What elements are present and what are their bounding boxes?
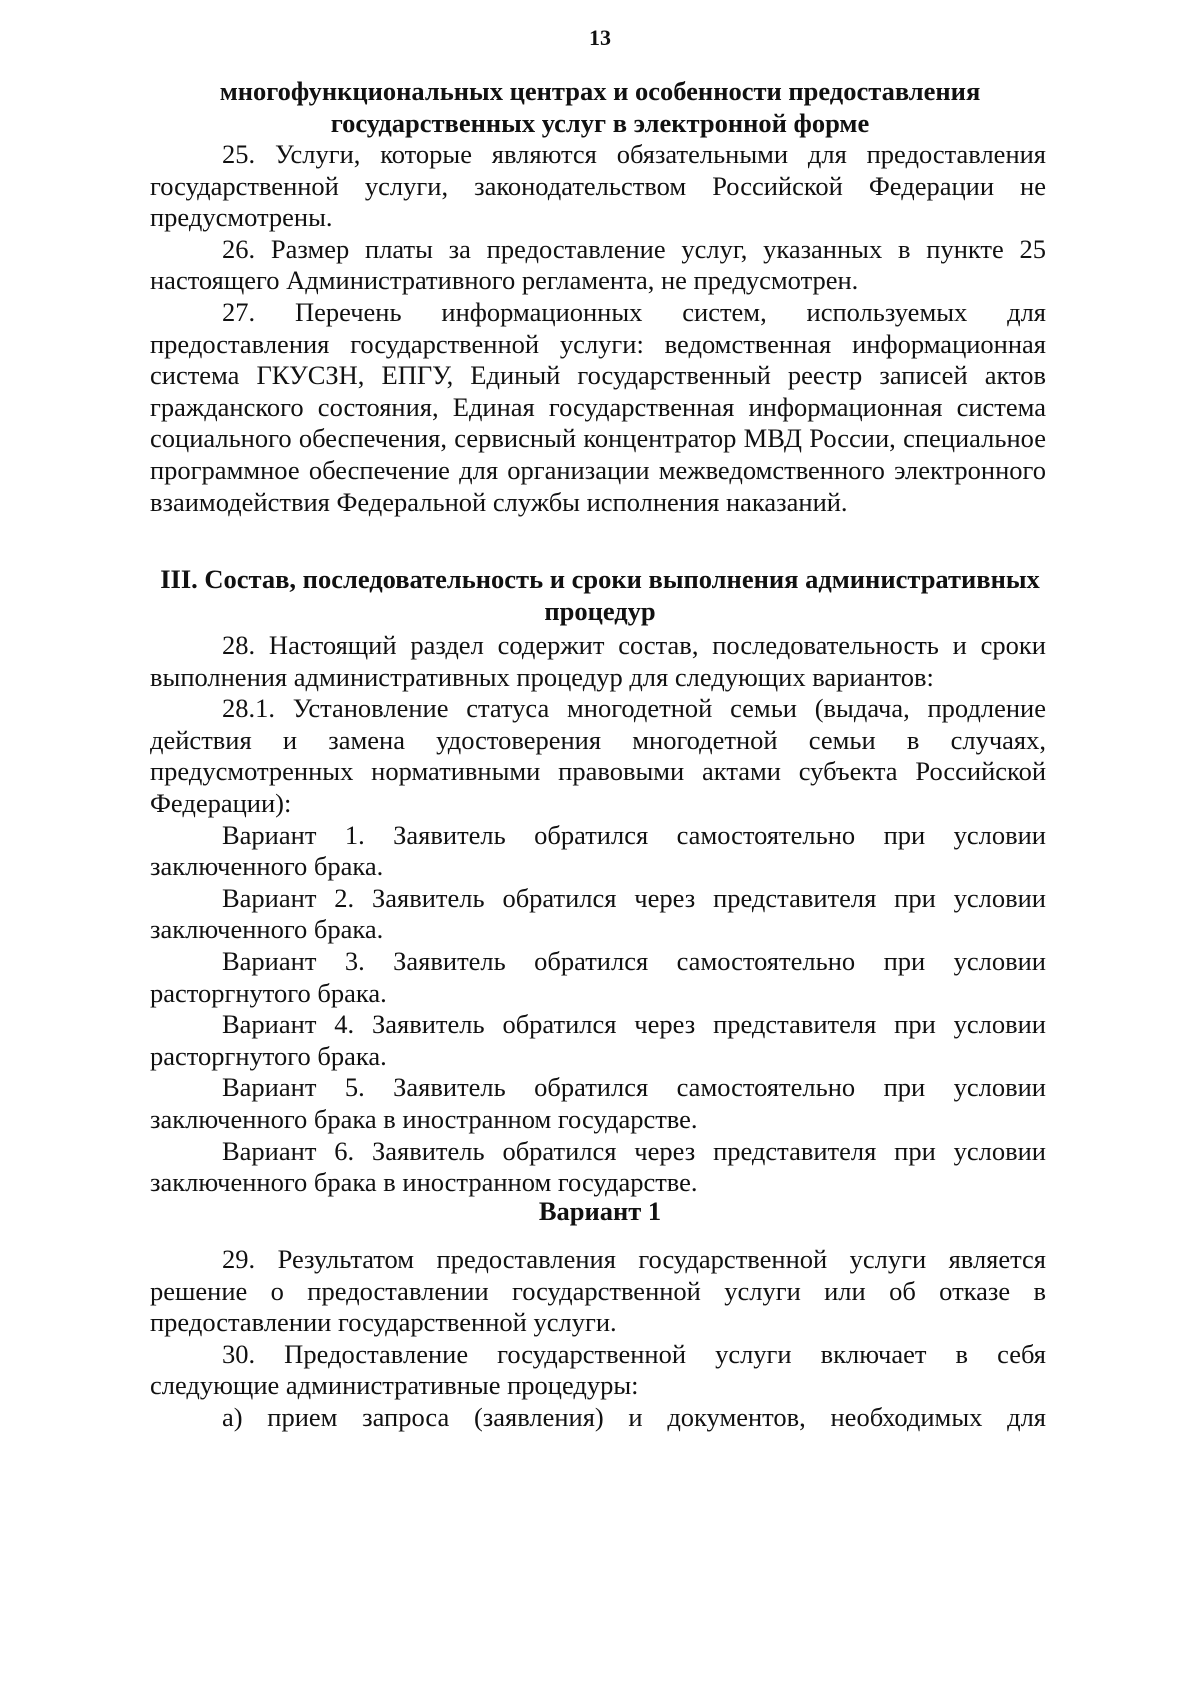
- paragraph-29: 29. Результатом предоставления государственной услуги является решение о предоставлении государственной услуги или об отказе в предоставлении государственной услуги.: [150, 1244, 1046, 1338]
- variant-1-item: Вариант 1. Заявитель обратился самостоятельно при условии заключенного брака.: [150, 819, 1046, 882]
- variant-1-heading: Вариант 1: [538, 1196, 662, 1226]
- variant-5-item: Вариант 5. Заявитель обратился самостоятельно при условии заключенного брака в иностранном государстве.: [150, 1072, 1046, 1134]
- section-heading-continuation: [150, 76, 1050, 139]
- paragraph-28-1: 28.1. Установление статуса многодетной семьи (выдача, продление действия и замена удостоверения многодетной семьи в случаях, предусмотренных нормативными правовыми актами субъекта Российской Федерации):: [150, 693, 1046, 818]
- page-number: 13: [589, 25, 611, 50]
- variant-4-item: Вариант 4. Заявитель обратился через представителя при условии расторгнутого брака.: [150, 1009, 1046, 1071]
- paragraph-30-item-a: а) прием запроса (заявления) и документов, необходимых для: [222, 1401, 1046, 1432]
- paragraphs-25-27: [150, 139, 1046, 518]
- heading-line-2: государственных услуг в электронной форме: [330, 107, 870, 138]
- section-3-title-line-2: процедур: [544, 595, 656, 626]
- paragraph-27: 27. Перечень информационных систем, используемых для предоставления государственной услуги: ведомственная информационная система ГКУСЗН, ЕПГУ, Единый государственный реестр записей актов гражданского состояния, Единая государственная информационная система социального обеспечения, сервисный концентратор МВД России, специальное программное обеспечение для организации межведомственного электронного взаимодействия Федеральной службы исполнения наказаний.: [150, 296, 1046, 517]
- paragraph-26: 26. Размер платы за предоставление услуг, указанных в пункте 25 настоящего Административного регламента, не предусмотрен.: [150, 233, 1046, 296]
- paragraph-30: 30. Предоставление государственной услуги включает в себя следующие административные процедуры:: [150, 1338, 1046, 1401]
- variant-3-item: Вариант 3. Заявитель обратился самостоятельно при условии расторгнутого брака.: [150, 945, 1046, 1008]
- variant-2-item: Вариант 2. Заявитель обратился через представителя при условии заключенного брака.: [150, 882, 1046, 945]
- heading-line-1: многофункциональных центрах и особенности предоставления: [219, 76, 981, 106]
- section-3-heading: [150, 564, 1050, 627]
- paragraph-25: 25. Услуги, которые являются обязательными для предоставления государственной услуги, законодательством Российской Федерации не предусмотрены.: [150, 139, 1046, 233]
- variant-6-item: Вариант 6. Заявитель обратился через представителя при условии заключенного брака в иностранном государстве.: [150, 1135, 1046, 1198]
- paragraphs-28-variants: [150, 630, 1046, 1199]
- paragraph-28: 28. Настоящий раздел содержит состав, последовательность и сроки выполнения административных процедур для следующих вариантов:: [150, 630, 1046, 692]
- section-3-title-line-1: III. Состав, последовательность и сроки выполнения административных: [160, 564, 1040, 594]
- paragraphs-29-30: [150, 1244, 1046, 1434]
